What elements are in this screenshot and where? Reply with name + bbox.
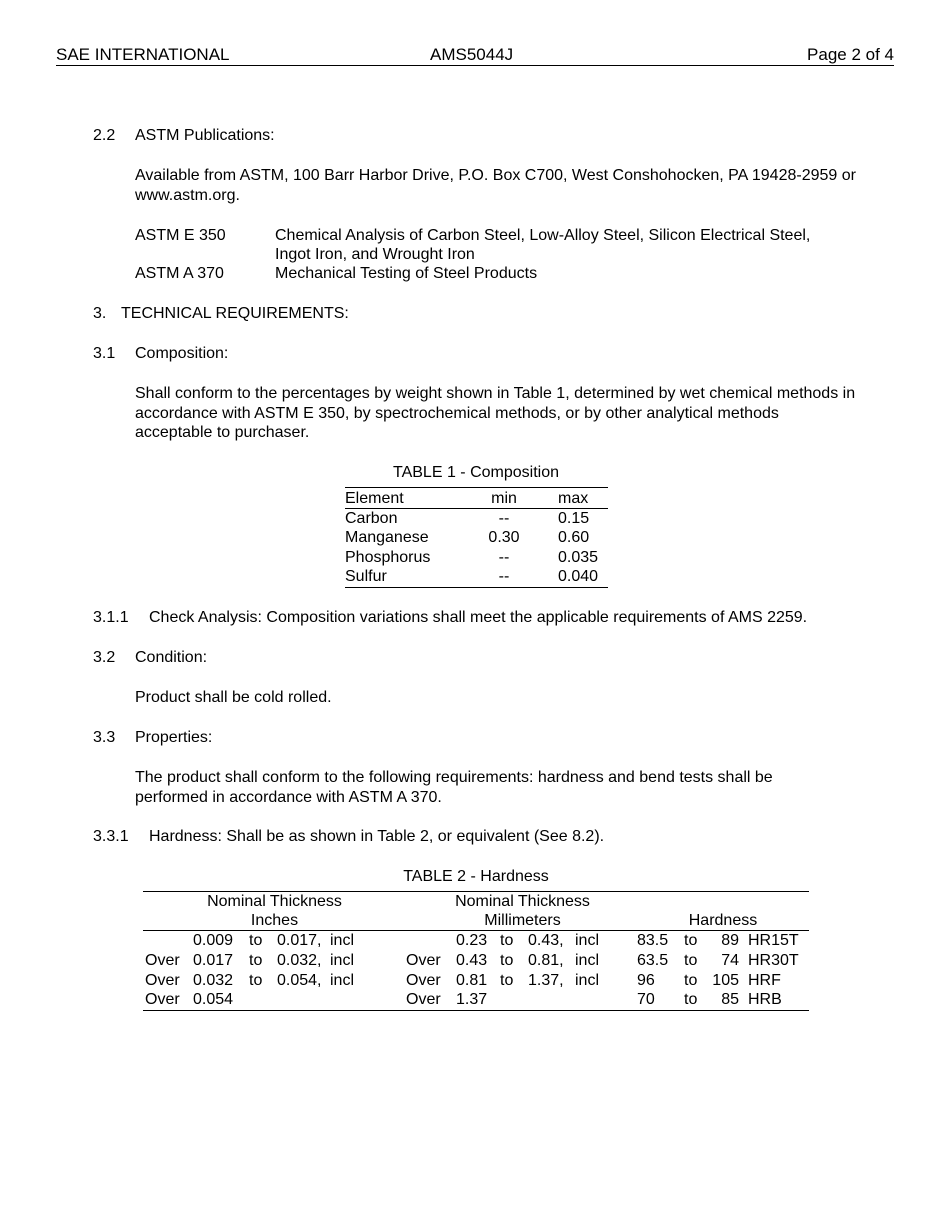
table1-cell-max: 0.035 — [558, 549, 599, 566]
in-to: to — [249, 952, 263, 969]
in-incl: incl — [330, 932, 355, 949]
in-from: 0.009 — [193, 932, 234, 949]
table1-cell-element: Carbon — [345, 510, 398, 527]
in-over: Over — [145, 952, 180, 969]
hardness-min: 96 — [637, 972, 655, 989]
section-2-2-number: 2.2 — [93, 127, 116, 144]
mm-upto: 1.37, — [528, 972, 564, 989]
table1-top-rule — [345, 487, 608, 488]
header-org: SAE INTERNATIONAL — [56, 45, 230, 64]
hardness-max: 89 — [721, 932, 739, 949]
section-3-1-text: Shall conform to the percentages by weight shown in Table 1, determined by wet chemical methods in accordance with ASTM E 350, by spectrochemical methods, or by other analytical methods acceptable to purchaser. — [135, 385, 856, 441]
table1-cell-element: Phosphorus — [345, 549, 431, 566]
table1-caption: TABLE 1 - Composition — [393, 464, 559, 481]
hardness-to: to — [684, 932, 698, 949]
table1-cell-min: -- — [498, 568, 510, 585]
mm-to: to — [500, 932, 514, 949]
table2-bottom-rule — [143, 1010, 809, 1011]
section-3-3-1-number: 3.3.1 — [93, 828, 129, 845]
table1-cell-min: 0.30 — [488, 529, 520, 546]
hardness-scale: HRF — [748, 972, 781, 989]
hardness-min: 70 — [637, 991, 655, 1008]
in-incl: incl — [330, 972, 355, 989]
section-3-3-number: 3.3 — [93, 729, 116, 746]
mm-to: to — [500, 972, 514, 989]
ref-code: ASTM E 350 — [135, 227, 226, 244]
hardness-min: 83.5 — [637, 932, 669, 949]
in-from: 0.032 — [193, 972, 234, 989]
mm-from: 1.37 — [456, 991, 488, 1008]
table1-header-element: Element — [345, 490, 404, 507]
in-from: 0.017 — [193, 952, 234, 969]
mm-incl: incl — [575, 952, 600, 969]
section-3-1-1-text: Check Analysis: Composition variations shall meet the applicable requirements of AMS 2259. — [149, 609, 808, 626]
section-3-title: TECHNICAL REQUIREMENTS: — [121, 305, 349, 322]
mm-over: Over — [406, 972, 441, 989]
table1-cell-min: -- — [498, 510, 510, 527]
hardness-max: 85 — [721, 991, 739, 1008]
page-header — [56, 45, 894, 66]
in-over: Over — [145, 972, 180, 989]
section-3-1-number: 3.1 — [93, 345, 116, 362]
mm-upto: 0.43, — [528, 932, 564, 949]
table1-cell-max: 0.60 — [558, 529, 590, 546]
section-2-2-text: Available from ASTM, 100 Barr Harbor Drive, P.O. Box C700, West Conshohocken, PA 19428-2959 or www.astm.org. — [135, 167, 856, 204]
mm-upto: 0.81, — [528, 952, 564, 969]
table2-header-hardness: Hardness — [688, 912, 758, 929]
ref-title: Mechanical Testing of Steel Products — [275, 265, 538, 282]
hardness-max: 105 — [712, 972, 739, 989]
in-from: 0.054 — [193, 991, 234, 1008]
section-3-1-1-number: 3.1.1 — [93, 609, 129, 626]
mm-incl: incl — [575, 972, 600, 989]
section-3-3-title: Properties: — [135, 729, 213, 746]
in-to: to — [249, 932, 263, 949]
table1-bottom-rule — [345, 587, 608, 588]
section-3-2-text: Product shall be cold rolled. — [135, 689, 332, 706]
hardness-scale: HRB — [748, 991, 782, 1008]
table1-cell-element: Manganese — [345, 529, 429, 546]
ref-title: Chemical Analysis of Carbon Steel, Low-Alloy Steel, Silicon Electrical Steel, — [275, 227, 811, 244]
section-3-2-title: Condition: — [135, 649, 208, 666]
hardness-to: to — [684, 972, 698, 989]
in-upto: 0.054, — [277, 972, 322, 989]
table1-cell-max: 0.15 — [558, 510, 590, 527]
section-3-3-1-text: Hardness: Shall be as shown in Table 2, or equivalent (See 8.2). — [149, 828, 605, 845]
hardness-to: to — [684, 991, 698, 1008]
hardness-scale: HR30T — [748, 952, 799, 969]
hardness-scale: HR15T — [748, 932, 799, 949]
mm-incl: incl — [575, 932, 600, 949]
header-page-number: Page 2 of 4 — [807, 45, 894, 64]
table2-caption: TABLE 2 - Hardness — [403, 868, 549, 885]
header-doc-number: AMS5044J — [430, 45, 514, 64]
table1-header-min: min — [491, 490, 517, 507]
ref-code: ASTM A 370 — [135, 265, 224, 282]
table2-header-mm-2: Millimeters — [484, 912, 561, 929]
section-2-2-title: ASTM Publications: — [135, 127, 275, 144]
section-3-2-number: 3.2 — [93, 649, 116, 666]
table2-header-mm-1: Nominal Thickness — [455, 893, 590, 910]
mm-from: 0.23 — [456, 932, 488, 949]
table2-header-inches-1: Nominal Thickness — [207, 893, 342, 910]
hardness-min: 63.5 — [637, 952, 669, 969]
table1-header-max: max — [558, 490, 589, 507]
table1-cell-element: Sulfur — [345, 568, 387, 585]
mm-over: Over — [406, 952, 441, 969]
in-upto: 0.017, — [277, 932, 322, 949]
table1-cell-max: 0.040 — [558, 568, 599, 585]
table2-header-inches-2: Inches — [250, 912, 299, 929]
section-3-3-text: The product shall conform to the following requirements: hardness and bend tests shall be performed in accordance with ASTM A 370. — [135, 769, 773, 806]
table1-cell-min: -- — [498, 549, 510, 566]
mm-to: to — [500, 952, 514, 969]
hardness-to: to — [684, 952, 698, 969]
in-upto: 0.032, — [277, 952, 322, 969]
section-3-number: 3. — [93, 305, 107, 322]
in-incl: incl — [330, 952, 355, 969]
mm-over: Over — [406, 991, 441, 1008]
mm-from: 0.81 — [456, 972, 488, 989]
ref-title-cont: Ingot Iron, and Wrought Iron — [275, 246, 475, 263]
hardness-max: 74 — [721, 952, 739, 969]
mm-from: 0.43 — [456, 952, 488, 969]
in-over: Over — [145, 991, 180, 1008]
in-to: to — [249, 972, 263, 989]
section-3-1-title: Composition: — [135, 345, 229, 362]
